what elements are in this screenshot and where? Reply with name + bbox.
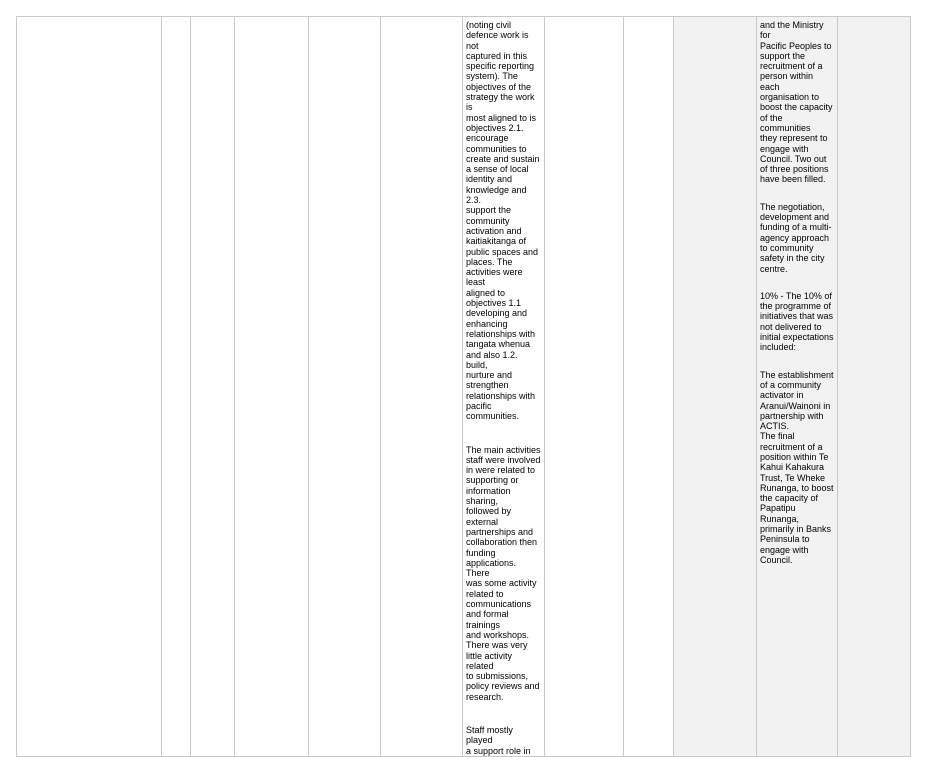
cell-k-paragraph-3: 10% - The 10% of the programme of initiatives that was not delivered to initial expectations included: (760, 290, 834, 353)
cell-g-paragraph-3: Staff mostly played a support role in (466, 725, 531, 756)
table-cell-i (624, 17, 674, 757)
table-cell-d (235, 17, 309, 757)
cell-k-paragraph-2: The negotiation, development and funding of a multi- agency approach to community safety in the city centre. (760, 201, 832, 274)
table-cell-a (17, 17, 162, 757)
table-cell-l (838, 17, 911, 757)
cell-k-paragraph-4: The establishment of a community activator in Aranui/Wainoni in partnership with ACTIS. The final recruitment of a position within Te Kahui Kahakura Trust, Te Wheke Runanga, to boost the capacity of Papatipu Runanga, primarily in Banks Peninsula to engage with Council. (760, 369, 834, 565)
table-row (17, 17, 911, 757)
cell-k-paragraph-1: and the Ministry for Pacific Peoples to support the recruitment of a person within each organisation to boost the capacity of the communities they represent to engage with Council. Two out of three positions have been filled. (760, 20, 833, 185)
table-cell-h (545, 17, 624, 757)
cell-g-paragraph-2: The main activities staff were involved in were related to supporting or information sharing, followed by external partnerships and collaboration then funding applications. There was some activity related to communications and formal trainings and workshops. There was very little activity related to submissions, policy reviews and research. (466, 444, 541, 702)
table-cell-g (463, 17, 545, 757)
cell-g-paragraph-1: (noting civil defence work is not captured in this specific reporting system). The objectives of the strategy the work is most aligned to is objectives 2.1. encourage communities to create and sustain a sense of local identity and knowledge and 2.3. support the community activation and kaitiakitanga of public spaces and places. The activities were least aligned to objectives 1.1 developing and enhancing relationships with tangata whenua and also 1.2. build, nurture and strengthen relationships with pacific communities. (466, 20, 540, 422)
table-cell-j (674, 17, 757, 757)
table-cell-e (309, 17, 381, 757)
table-cell-k (757, 17, 838, 757)
table-cell-c (191, 17, 235, 757)
table-cell-b (162, 17, 191, 757)
report-table (16, 16, 911, 757)
table-cell-f (381, 17, 463, 757)
